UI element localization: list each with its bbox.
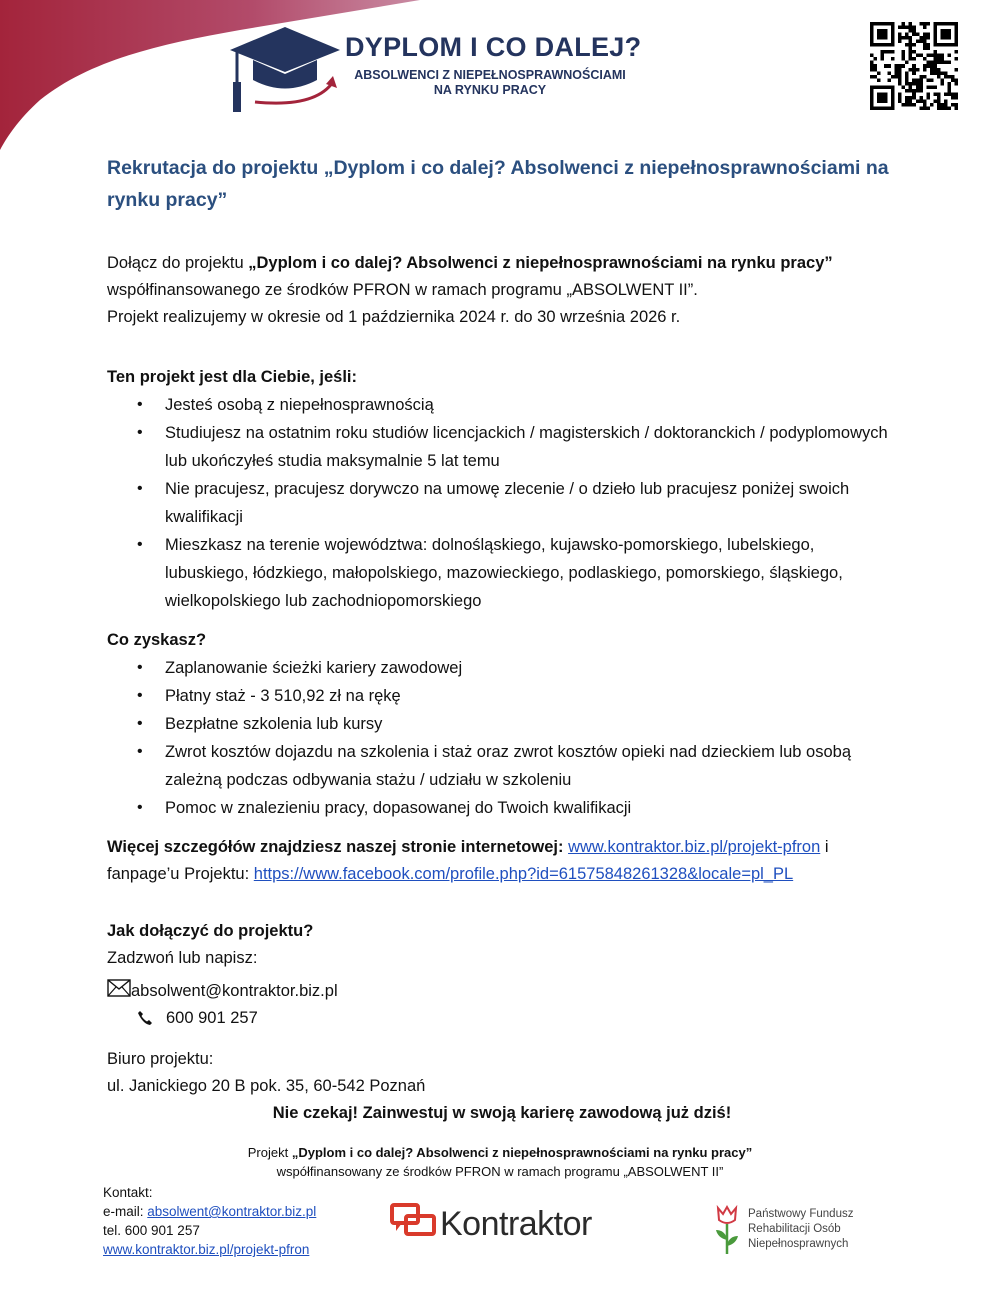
website-link[interactable]: www.kontraktor.biz.pl/projekt-pfron	[568, 838, 821, 856]
project-logo	[225, 22, 645, 112]
more-info-connector: i	[820, 838, 829, 856]
list-item: • Mieszkasz na terenie województwa: dolnośląskiego, kujawsko-pomorskiego, lubelskiego, lubuskiego, łódzkiego, małopolskiego, mazowieckiego, podlaskiego, pomorskiego, śląskiego, wielkopolskiego lub zachodniopomorskiego	[107, 531, 897, 615]
page-title: Rekrutacja do projektu „Dyplom i co dalej? Absolwenci z niepełnosprawnościami na rynku pracy”	[107, 157, 889, 211]
footer-email-label: e-mail:	[103, 1204, 148, 1219]
eligibility-heading: Ten projekt jest dla Ciebie, jeśli:	[107, 368, 358, 386]
list-item: • Zaplanowanie ścieżki kariery zawodowej	[107, 654, 897, 682]
envelope-icon	[107, 979, 131, 997]
footer-financing: współfinansowany ze środków PFRON w ramach programu „ABSOLWENT II”	[276, 1164, 724, 1179]
footer-note	[0, 1143, 1000, 1181]
list-item: • Zwrot kosztów dojazdu na szkolenia i staż oraz zwrot kosztów opieki nad dzieckiem lub osobą zależną podczas odbywania stażu / udziału w szkoleniu	[107, 738, 897, 794]
phone-number[interactable]: 600 901 257	[166, 1009, 258, 1027]
eligibility-list	[107, 391, 897, 615]
list-item: • Bezpłatne szkolenia lub kursy	[107, 710, 897, 738]
logo-title: DYPLOM I CO DALEJ?	[345, 32, 642, 62]
intro-line-1	[107, 250, 897, 277]
footer-contact-label: Kontakt:	[103, 1185, 153, 1200]
email-contact	[107, 978, 897, 1005]
office-address: ul. Janickiego 20 B pok. 35, 60-542 Poznań	[107, 1077, 426, 1095]
footer-project-name: „Dyplom i co dalej? Absolwenci z niepełnosprawnościami na rynku pracy”	[291, 1145, 753, 1160]
logo-subtitle: ABSOLWENCI Z NIEPEŁNOSPRAWNOŚCIAMI NA RYNKU PRACY	[354, 68, 626, 97]
intro-prefix: Dołącz do projektu	[107, 254, 249, 272]
footer-website-link[interactable]: www.kontraktor.biz.pl/projekt-pfron	[103, 1242, 310, 1257]
intro-line-3: Projekt realizujemy w okresie od 1 października 2024 r. do 30 września 2026 r.	[107, 308, 681, 326]
pfron-line-3: Niepełnosprawnych	[748, 1238, 849, 1250]
pfron-logo	[712, 1204, 872, 1258]
list-item: • Jesteś osobą z niepełnosprawnością	[107, 391, 897, 419]
benefits-list	[107, 654, 897, 822]
more-info-text: Więcej szczegółów znajdziesz naszej stronie internetowej:	[107, 838, 564, 856]
more-info-line-1	[107, 834, 897, 861]
office-label: Biuro projektu:	[107, 1050, 214, 1068]
footer-contact	[103, 1183, 316, 1259]
pfron-tulip-icon	[712, 1204, 742, 1256]
benefits-heading: Co zyskasz?	[107, 631, 207, 649]
intro-project-name: „Dyplom i co dalej? Absolwenci z niepełnosprawnościami na rynku pracy”	[248, 254, 833, 272]
pfron-line-1: Państwowy Fundusz	[748, 1208, 854, 1220]
join-heading: Jak dołączyć do projektu?	[107, 922, 314, 940]
list-item: • Studiujesz na ostatnim roku studiów licencjackich / magisterskich / doktoranckich / podyplomowych lub ukończyłeś studia maksymalnie 5 lat temu	[107, 419, 897, 475]
list-item: • Pomoc w znalezieniu pracy, dopasowanej do Twoich kwalifikacji	[107, 794, 897, 822]
footer-project-prefix: Projekt	[247, 1145, 292, 1160]
call-to-action: Nie czekaj! Zainwestuj w swoją karierę zawodową już dziś!	[272, 1104, 732, 1122]
kontraktor-mark-icon	[390, 1202, 440, 1242]
kontraktor-name: Kontraktor	[440, 1205, 592, 1243]
fanpage-link[interactable]: https://www.facebook.com/profile.php?id=61575848261328&locale=pl_PL	[253, 865, 794, 883]
phone-contact	[107, 1005, 897, 1032]
call-text: Zadzwoń lub napisz:	[107, 949, 258, 967]
footer-phone: tel. 600 901 257	[103, 1223, 200, 1238]
more-info-line-2	[107, 861, 897, 888]
list-item: • Nie pracujesz, pracujesz dorywczo na umowę zlecenie / o dzieło lub pracujesz poniżej swoich kwalifikacji	[107, 475, 897, 531]
pfron-line-2: Rehabilitacji Osób	[748, 1223, 841, 1235]
qr-code[interactable]	[870, 22, 958, 110]
footer-email-link[interactable]: absolwent@kontraktor.biz.pl	[147, 1204, 317, 1219]
intro-line-2: współfinansowanego ze środków PFRON w ramach programu „ABSOLWENT II”.	[107, 281, 698, 299]
list-item: • Płatny staż - 3 510,92 zł na rękę	[107, 682, 897, 710]
graduation-cap-icon	[225, 22, 345, 114]
email-address[interactable]: absolwent@kontraktor.biz.pl	[131, 982, 338, 1000]
fanpage-label: fanpage’u Projektu:	[107, 865, 254, 883]
kontraktor-logo	[390, 1200, 610, 1250]
phone-icon	[137, 1010, 153, 1026]
